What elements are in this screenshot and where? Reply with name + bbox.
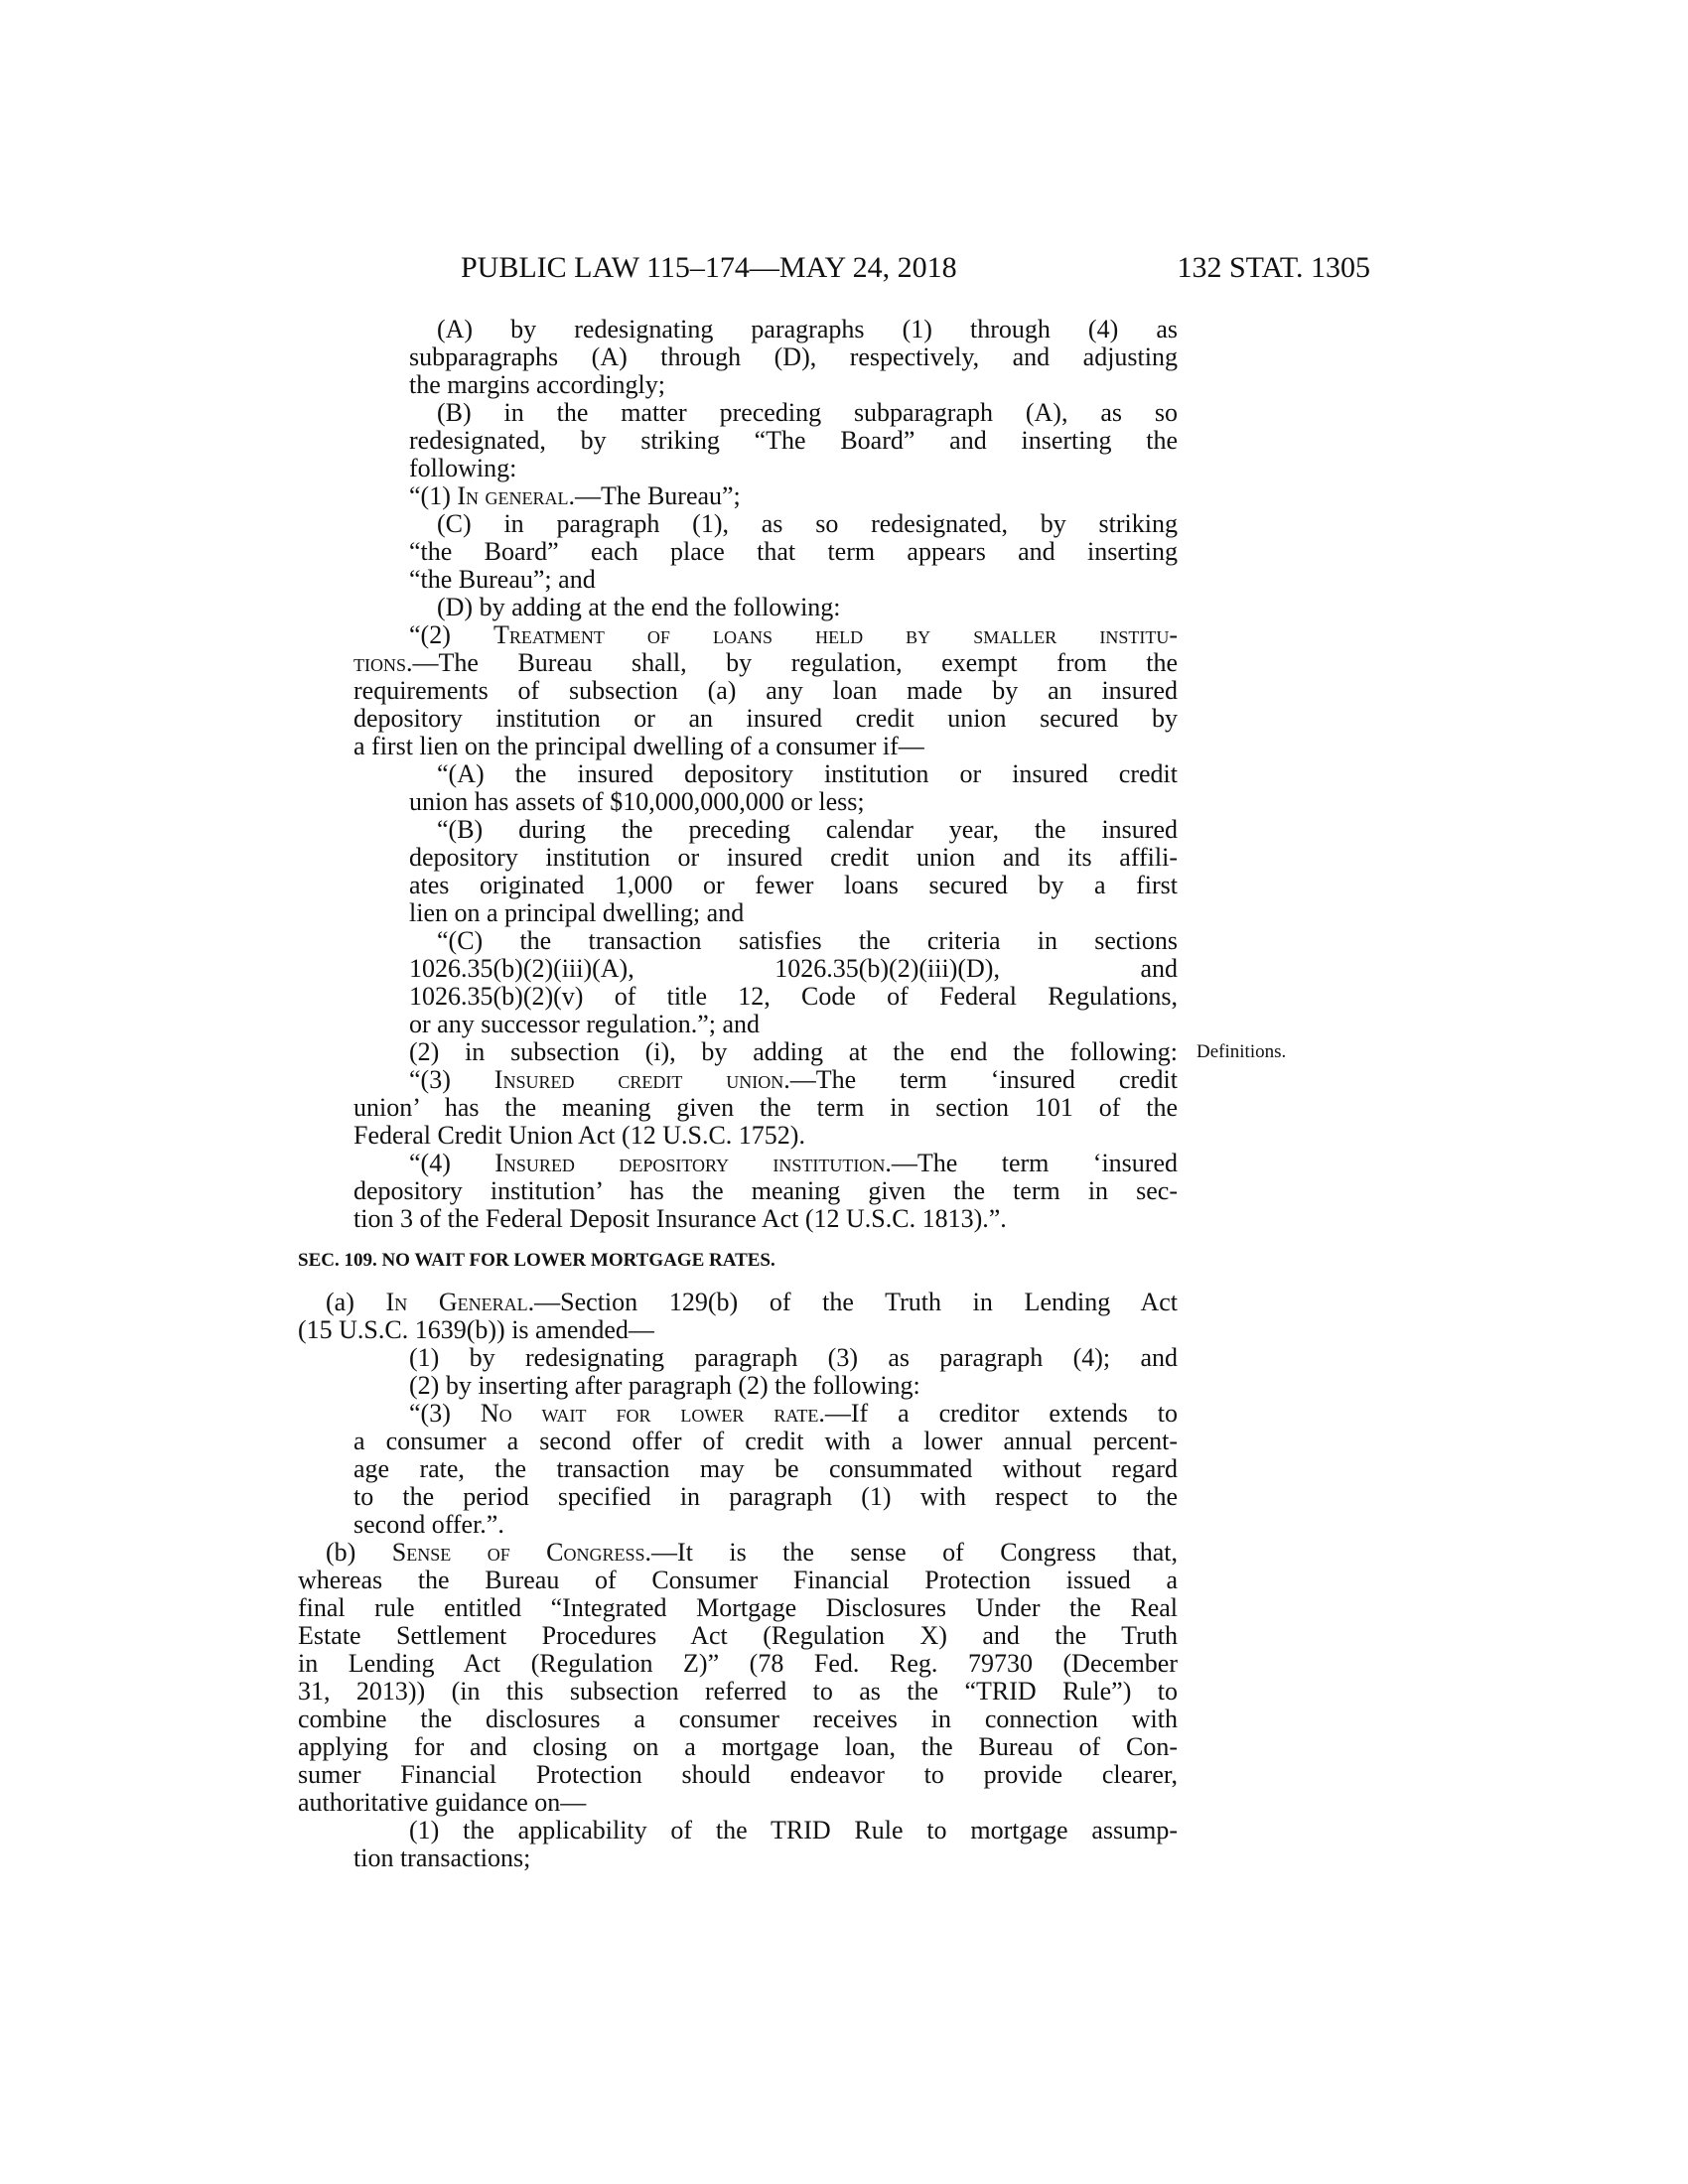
- text-line: (15 U.S.C. 1639(b)) is amended—: [298, 1315, 654, 1344]
- header-page-ref: 132 STAT. 1305: [1177, 251, 1370, 284]
- text-line: tions.—The Bureau shall, by regulation, exempt from the: [353, 648, 1178, 677]
- running-header: [417, 248, 1370, 288]
- text-line: 1026.35(b)(2)(iii)(A), 1026.35(b)(2)(iii)(D), and: [409, 954, 1178, 983]
- text-line: (C) in paragraph (1), as so redesignated, by striking: [437, 509, 1178, 538]
- section-heading: SEC. 109. NO WAIT FOR LOWER MORTGAGE RATES.: [298, 1250, 775, 1271]
- text-line: requirements of subsection (a) any loan made by an insured: [353, 676, 1178, 705]
- text-line: or any successor regulation.”; and: [409, 1010, 761, 1038]
- text-line: Federal Credit Union Act (12 U.S.C. 1752).: [353, 1121, 805, 1150]
- text-line: sumer Financial Protection should endeavor to provide clearer,: [298, 1760, 1178, 1789]
- text-line: union has assets of $10,000,000,000 or less;: [409, 787, 865, 816]
- text-line: “(C) the transaction satisfies the criteria in sections: [437, 926, 1178, 955]
- paragraph-heading: tions: [353, 648, 406, 677]
- paragraph-heading: Treatment of loans held by smaller institu-: [492, 620, 1178, 649]
- text-line: the margins accordingly;: [409, 370, 666, 399]
- text-line: combine the disclosures a consumer receives in connection with: [298, 1705, 1178, 1733]
- text-line: “(2) Treatment of loans held by smaller institu-: [409, 620, 1178, 649]
- text-line: a first lien on the principal dwelling of a consumer if—: [353, 732, 924, 760]
- text-line: “(A) the insured depository institution or insured credit: [437, 759, 1178, 788]
- text-line: to the period specified in paragraph (1) with respect to the: [353, 1482, 1178, 1511]
- text-line: subparagraphs (A) through (D), respectively, and adjusting: [409, 342, 1178, 371]
- text-line: (b) Sense of Congress.—It is the sense of Congress that,: [326, 1538, 1178, 1567]
- text-line: ates originated 1,000 or fewer loans secured by a first: [409, 871, 1178, 899]
- text-line: depository institution’ has the meaning given the term in sec-: [353, 1176, 1178, 1205]
- text-line: (a) In General.—Section 129(b) of the Truth in Lending Act: [326, 1288, 1178, 1316]
- text-line: (1) the applicability of the TRID Rule to mortgage assump-: [409, 1816, 1178, 1844]
- text-line: in Lending Act (Regulation Z)” (78 Fed. Reg. 79730 (December: [298, 1649, 1178, 1678]
- margin-note-definitions: Definitions.: [1196, 1041, 1287, 1062]
- text-line: following:: [409, 454, 517, 482]
- statute-text: [298, 316, 1178, 1872]
- text-line: whereas the Bureau of Consumer Financial Protection issued a: [298, 1566, 1178, 1594]
- text-line: “(4) Insured depository institution.—The term ‘insured: [409, 1149, 1178, 1177]
- subsection-heading: In General: [385, 1288, 528, 1316]
- text-line: (2) in subsection (i), by adding at the end the following:: [409, 1037, 1178, 1066]
- paragraph-heading: Insured credit union: [493, 1065, 784, 1094]
- text-line: second offer.”.: [353, 1510, 504, 1539]
- text-line: authoritative guidance on—: [298, 1788, 587, 1817]
- text-line: Estate Settlement Procedures Act (Regulation X) and the Truth: [298, 1621, 1178, 1650]
- text-line: “the Board” each place that term appears and inserting: [409, 537, 1178, 566]
- text-line: “(3) No wait for lower rate.—If a creditor extends to: [409, 1399, 1178, 1428]
- text-line: lien on a principal dwelling; and: [409, 898, 745, 927]
- text-line: depository institution or an insured credit union secured by: [353, 704, 1178, 733]
- text-line: redesignated, by striking “The Board” and inserting the: [409, 426, 1178, 455]
- text-line: (D) by adding at the end the following:: [437, 593, 841, 621]
- text-line: tion 3 of the Federal Deposit Insurance Act (12 U.S.C. 1813).”.: [353, 1204, 1007, 1233]
- paragraph-heading: In general: [457, 481, 569, 510]
- text-line: “(3) Insured credit union.—The term ‘insured credit: [409, 1065, 1178, 1094]
- text-line: (1) by redesignating paragraph (3) as paragraph (4); and: [409, 1343, 1178, 1372]
- paragraph-heading: Insured depository institution: [494, 1149, 886, 1177]
- text-line: tion transactions;: [353, 1843, 531, 1872]
- text-line: (2) by inserting after paragraph (2) the following:: [409, 1371, 920, 1400]
- text-line: union’ has the meaning given the term in section 101 of the: [353, 1093, 1178, 1122]
- text-line: a consumer a second offer of credit with a lower annual percent-: [353, 1427, 1178, 1455]
- header-title: PUBLIC LAW 115–174—MAY 24, 2018: [461, 251, 957, 284]
- text-line: (B) in the matter preceding subparagraph (A), as so: [437, 398, 1178, 427]
- text-line: age rate, the transaction may be consummated without regard: [353, 1454, 1178, 1483]
- text-line: 1026.35(b)(2)(v) of title 12, Code of Federal Regulations,: [409, 982, 1178, 1011]
- text-line: (A) by redesignating paragraphs (1) through (4) as: [437, 315, 1178, 343]
- text-line: depository institution or insured credit union and its affili-: [409, 843, 1178, 872]
- text-line: “(1) In general.—The Bureau”;: [409, 481, 741, 510]
- text-line: “(B) during the preceding calendar year, the insured: [437, 815, 1178, 844]
- text-line: final rule entitled “Integrated Mortgage Disclosures Under the Real: [298, 1593, 1178, 1622]
- text-line: “the Bureau”; and: [409, 565, 596, 594]
- paragraph-heading: No wait for lower rate: [480, 1399, 819, 1428]
- text-line: 31, 2013)) (in this subsection referred to as the “TRID Rule”) to: [298, 1677, 1178, 1706]
- subsection-heading: Sense of Congress: [391, 1538, 645, 1567]
- text-line: applying for and closing on a mortgage loan, the Bureau of Con-: [298, 1732, 1178, 1761]
